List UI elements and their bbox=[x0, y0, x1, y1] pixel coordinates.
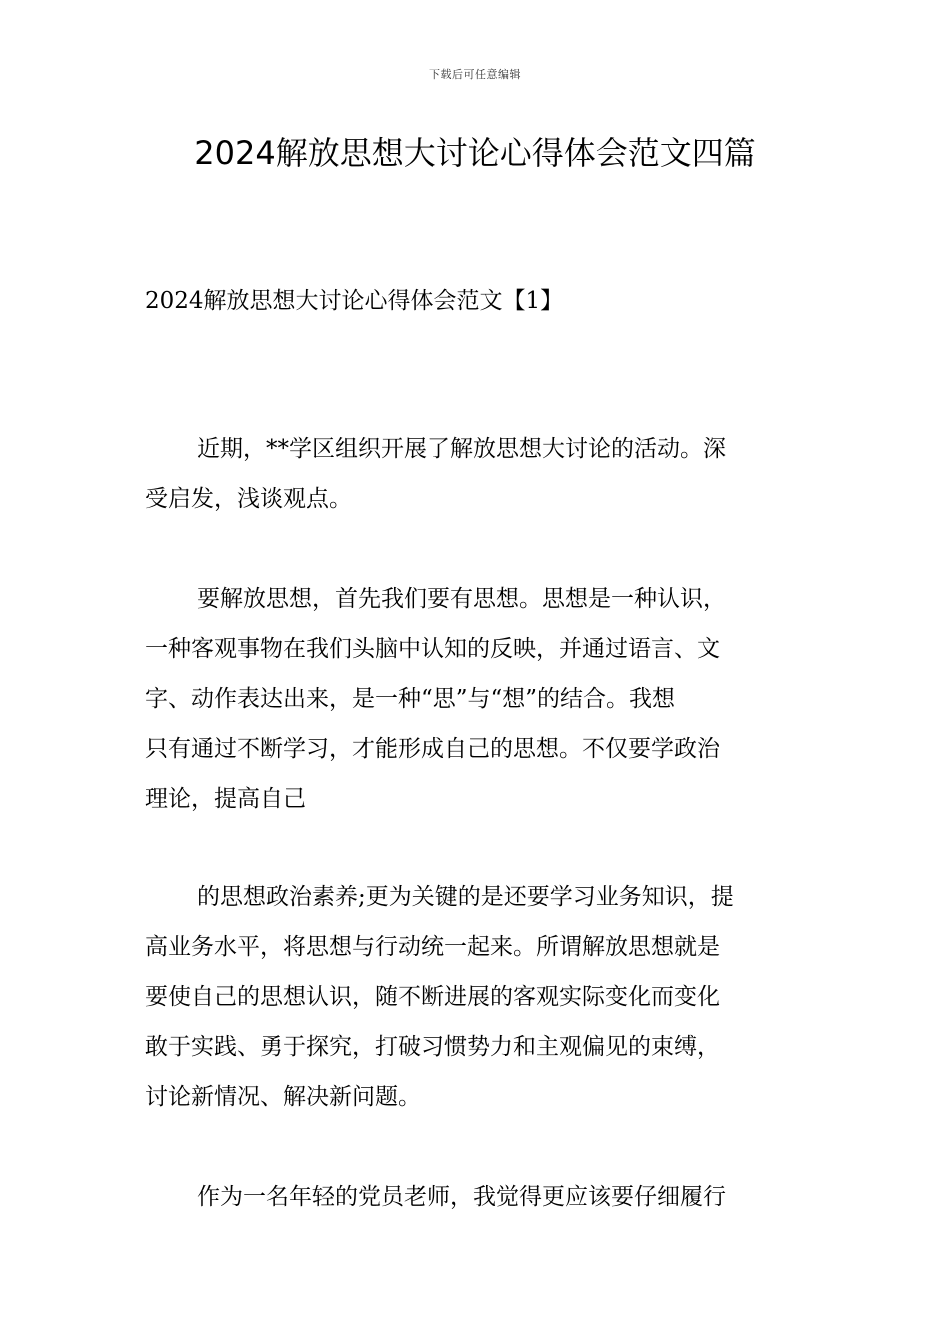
paragraph-line: 一种客观事物在我们头脑中认知的反映，并通过语言、文 bbox=[145, 636, 720, 662]
paragraph-line: 高业务水平，将思想与行动统一起来。所谓解放思想就是 bbox=[145, 934, 720, 960]
paragraph-3 bbox=[145, 872, 805, 1122]
paragraph-line: 敢于实践、勇于探究，打破习惯势力和主观偏见的束缚， bbox=[145, 1034, 720, 1060]
paragraph-line: 近期，**学区组织开展了解放思想大讨论的活动。深 bbox=[197, 436, 726, 462]
paragraph-line: 的思想政治素养;更为关键的是还要学习业务知识，提 bbox=[197, 884, 734, 910]
paragraph-line: 只有通过不断学习，才能形成自己的思想。不仅要学政治 bbox=[145, 736, 720, 762]
paragraph-2 bbox=[145, 574, 805, 824]
paragraph-4 bbox=[145, 1172, 805, 1222]
paragraph-1 bbox=[145, 424, 805, 524]
paragraph-line: 要使自己的思想认识，随不断进展的客观实际变化而变化 bbox=[145, 984, 720, 1010]
paragraph-line: 受启发，浅谈观点。 bbox=[145, 486, 352, 512]
paragraph-line: 讨论新情况、解决新问题。 bbox=[145, 1084, 421, 1110]
paragraph-line: 要解放思想，首先我们要有思想。思想是一种认识， bbox=[197, 586, 726, 612]
document-title: 2024解放思想大讨论心得体会范文四篇 bbox=[194, 134, 756, 172]
section-heading: 2024解放思想大讨论心得体会范文【1】 bbox=[145, 288, 564, 314]
paragraph-line: 字、动作表达出来，是一种“思”与“想”的结合。我想 bbox=[145, 686, 676, 712]
paragraph-line: 作为一名年轻的党员老师，我觉得更应该要仔细履行 bbox=[197, 1184, 726, 1210]
paragraph-line: 理论，提高自己 bbox=[145, 786, 306, 812]
header-note: 下载后可任意编辑 bbox=[429, 68, 521, 81]
